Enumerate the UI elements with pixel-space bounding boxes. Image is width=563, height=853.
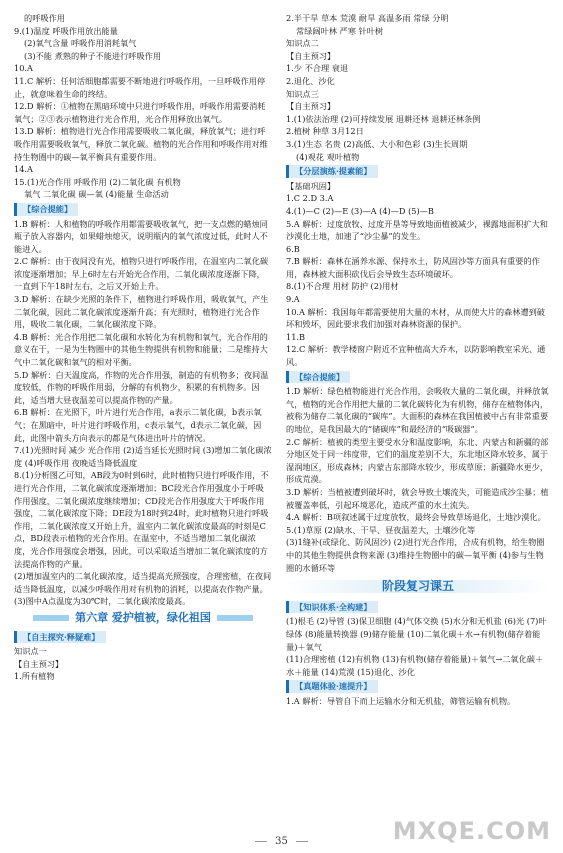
- text-line: 的呼吸作用: [24, 13, 65, 23]
- text-line: 1.C 2.D 3.A: [286, 193, 334, 204]
- text-line: 1.(1)依法治理 (2)可持续发展 退耕还林 退耕还林条例: [286, 113, 481, 124]
- section-heading-label: 【知识体系·全构建】: [286, 601, 378, 614]
- page-number-text: 35: [275, 836, 288, 847]
- text-line: 常绿阔叶林 严寒 针叶树: [296, 25, 384, 36]
- text-line: 2.退化、沙化: [286, 75, 335, 86]
- text-line: 2.C 解析：由于夜间没有光，植物只进行呼吸作用，在温室内二氧化碳浓度逐渐增加；早上6时左右开始光合作用，二氧化碳浓度逐渐下降，一直到下午18时左右，之后又开始上升。: [14, 256, 269, 292]
- text-line: (4)观花 观叶植物: [296, 151, 360, 162]
- text-line: 知识点二: [286, 38, 319, 49]
- text-line: (3)不能 煮熟的种子不能进行呼吸作用: [24, 50, 162, 61]
- text-line: 【自主预习】: [286, 101, 336, 112]
- text-line: 15.(1)光合作用 呼吸作用 (2)二氧化碳 有机物: [14, 176, 181, 187]
- text-line: 4.(1)—C (2)—E (3)—A (4)—D (5)—B: [286, 205, 434, 216]
- text-line: 知识点一: [14, 646, 47, 657]
- left-column: [14, 12, 272, 683]
- text-line: 【自主预习】: [14, 658, 64, 669]
- text-line: 1.A 解析：导管自下而上运输水分和无机盐，筛管运输有机物。: [286, 695, 516, 706]
- text-line: 6.B: [286, 243, 300, 254]
- text-line: 10.A: [14, 63, 33, 74]
- section-heading: [286, 678, 550, 695]
- section-heading-label: 【综合提能】: [14, 203, 78, 216]
- text-line: 7.(1)光照时间 减少 光合作用 (2)适当延长光照时间 (3)增加二氧化碳浓度 (4)呼吸作用 夜晚适当降低温度: [14, 445, 272, 468]
- watermark-logo: MXQE.COM: [392, 817, 551, 845]
- chapter-title-text: 第六章 爱护植被，绿化祖国: [75, 610, 211, 624]
- section-heading-label: 【综合提能】: [286, 371, 350, 384]
- text-line: 5.D 解析：白天温度高，作物的光合作用强，制造的有机物多；夜间温度较低，作物的呼吸作用弱，分解的有机物少，积累的有机物多。因此，适当增大昼夜温差可以提高作物的产量。: [14, 369, 269, 405]
- text-line: 6.B 解析：在光照下，叶片进行光合作用，a表示二氧化碳，b表示氧气；在黑暗中，叶片进行呼吸作用，c表示氧气，d表示二氧化碳，因此，此图中箭头方向表示的都是气体进出叶片的情况。: [14, 407, 262, 443]
- text-line: 10.A 解析：我国每年都需要使用大量的木材，从而使大片的森林遭到破坏和毁坏，因此要求我们加强对森林资源的保护。: [286, 306, 545, 330]
- section-heading: [286, 369, 550, 386]
- text-line: 【基础巩固】: [286, 180, 336, 191]
- text-line: 14.A: [14, 164, 33, 175]
- text-line: 5.(1)草原 (2)缺水、干旱、昼夜温差大，土壤沙化等: [286, 524, 476, 535]
- text-line: 12.C 解析：教学楼窗户附近不宜种植高大乔木，以防影响教室采光、通风。: [286, 344, 546, 368]
- text-line: 11.C 解析：任何活细胞都需要不断地进行呼吸作用，一旦呼吸作用停止，就意味着生命的终结。: [14, 75, 266, 99]
- text-line: 2.半干旱 草本 荒漠 耐旱 高温多雨 常绿 分明: [286, 13, 449, 23]
- text-line: 1.D 解析：绿色植物能进行光合作用，会吸收大量的二氧化碳，并释放氧气，植物的光合作用把大量的二氧化碳转化为有机物，储存在植物体内，被称为储存二氧化碳的“碳库”。大面积的森林在我国植被中占有非常重要的地位，是我国最大的“储碳库”和最经济的“吸碳器”。: [286, 386, 549, 434]
- text-line: 4.A 解析：B项叙述属于过度放牧，最终会导致草场退化，土地沙漠化。: [286, 512, 546, 523]
- text-line: 【自主预习】: [286, 50, 336, 61]
- text-line: 2.植树 种草 3月12日: [286, 126, 364, 137]
- text-line: 3.D 解析：当植被遭到破坏时，就会导致土壤流失，可能造成沙尘暴；植被覆盖率低，引起环境恶化，造成严重的水土流失。: [286, 486, 549, 510]
- text-line: 7.B 解析：森林在涵养水源、保持水土，防风固沙等方面具有重要的作用，森林被大面积砍伐后会导致生态环境破坏。: [286, 256, 540, 279]
- text-line: 5.A 解析：过度放牧、过度开垦等导致地面植被减少，裸露地面积扩大和沙漠化土地，加速了“沙尘暴”的发生。: [286, 218, 548, 242]
- text-line: (2)氧气含量 呼吸作用消耗氧气: [24, 38, 137, 49]
- text-line: 13.D 解析：植物进行光合作用需要吸收二氧化碳，释放氧气；进行呼吸作用需要吸收氧气，释放二氧化碳。植物的光合作用和呼吸作用对维持生物圈中的碳—氧平衡具有重要作用。: [14, 126, 268, 162]
- text-line: 1.B 解析：人和植物的呼吸作用都需要吸收氧气，把一支点燃的蜡烛同瓶子放入容器内，如果蜡烛熄灭，说明瓶内的氧气浓度过低，此时人不能进入。: [14, 218, 268, 254]
- section-heading: [286, 163, 550, 180]
- right-column: [286, 12, 550, 707]
- text-line: 3.D 解析：在缺少光照的条件下，植物进行呼吸作用，吸收氧气，产生二氧化碳，因此二氧化碳浓度逐渐升高；有光照时，植物进行光合作用，吸收二氧化碳，二氧化碳浓度下降。: [14, 294, 269, 330]
- text-line: 知识点三: [286, 88, 319, 99]
- section-heading-label: 【真题体验·速提升】: [286, 680, 378, 693]
- text-line: (3)1缝补(或绿化、防风固沙) (2)进行光合作用，合成有机物，给生物圈中的其他生物提供食物来源 (3)维持生物圈中的碳—氧平衡 (4)参与生物圈的水循环等: [286, 537, 545, 573]
- text-line: 11.B: [286, 331, 306, 342]
- text-line: 9.A: [286, 294, 300, 305]
- text-line: 9.(1)温度 呼吸作用放出能量: [14, 25, 118, 36]
- chapter-title: [14, 612, 272, 625]
- text-line: 1.少 不合理 衰退: [286, 63, 349, 74]
- text-line: 12.D 解析：①植物在黑暗环境中只进行呼吸作用，呼吸作用需要消耗氧气；②③表示植物进行光合作用，光合作用释放出氧气。: [14, 101, 266, 124]
- text-line: 2.C 解析：植被的类型主要受水分和温度影响，东北、内蒙古和新疆的部分地区处于同一纬度带，它们的温度差别不大，东北地区降水较多，属于湿润地区，形成森林；内蒙古东部降水较少，形成草原；新疆降水更少，形成荒漠。: [286, 436, 549, 485]
- text-line: 3.(1)生态 名贵 (2)高低、大小和色彩 (3)生长周期: [286, 138, 468, 149]
- section-heading-label: 【分层演练·提素能】: [286, 165, 378, 178]
- text-line: 8.(1)分析图乙可知，AB段为0时到6时，此时植物只进行呼吸作用，不进行光合作用，二氧化碳浓度逐渐增加；BC段光合作用强度小于呼吸作用强度，二氧化碳浓度继续增加；CD段光合作用强度大于呼吸作用强度，二氧化碳浓度下降；DE段为18时到24时，此时植物只进行呼吸作用，二氧化碳浓度又开始上升，温室内二氧化碳浓度最高的时刻是C点，BD段表示植物的光合作用。在温室中，不适当增加二氧化碳浓度，光合作用强度会增强，因此，可以采取适当增加二氧化碳浓度的方法提高作物的产量。: [14, 470, 269, 569]
- section-heading-label: 【自主探究·释疑难】: [14, 631, 106, 644]
- section-heading: [14, 201, 272, 218]
- text-line: 8.(1)不合理 用材 防护 (2)用材: [286, 281, 399, 292]
- text-line: (1)根毛 (2)导管 (3)保卫细胞 (4)气体交换 (5)水分和无机盐 (6)光 (7)叶绿体 (8)能量转换器 (9)储存能量 (10)二氧化碳＋水→有机物(储存着能量)＋氧气: [286, 616, 547, 652]
- text-line: 4.B 解析：光合作用把二氧化碳和水转化为有机物和氧气，光合作用的意义在于，一是为生物圈中的其他生物提供有机物和能量；二是维持大气中二氧化碳和氧气的相对平衡。: [14, 331, 268, 368]
- section-heading: [286, 599, 550, 616]
- text-line: (2)增加温室内的二氧化碳浓度，适当提高光照强度，合理密植，在夜间适当降低温度，以减少呼吸作用对有机物的消耗，以提高农作物产量。: [14, 571, 272, 594]
- text-line: 氧气 二氧化碳 碳—氧 (4)能量 生命活动: [24, 189, 169, 200]
- text-line: (11)合理密植 (12)有机物 (13)有机物(储存着能量)＋氧气→二氧化碳＋水＋能量 (14)荒漠 (15)退化、沙化: [286, 654, 544, 677]
- text-line: (3)图中A点温度为30℃时，二氧化碳浓度最高。: [14, 596, 191, 607]
- text-line: 1.所有植物: [14, 671, 55, 682]
- stage-review-title: 阶段复习课五: [286, 580, 550, 593]
- section-heading: [14, 629, 272, 646]
